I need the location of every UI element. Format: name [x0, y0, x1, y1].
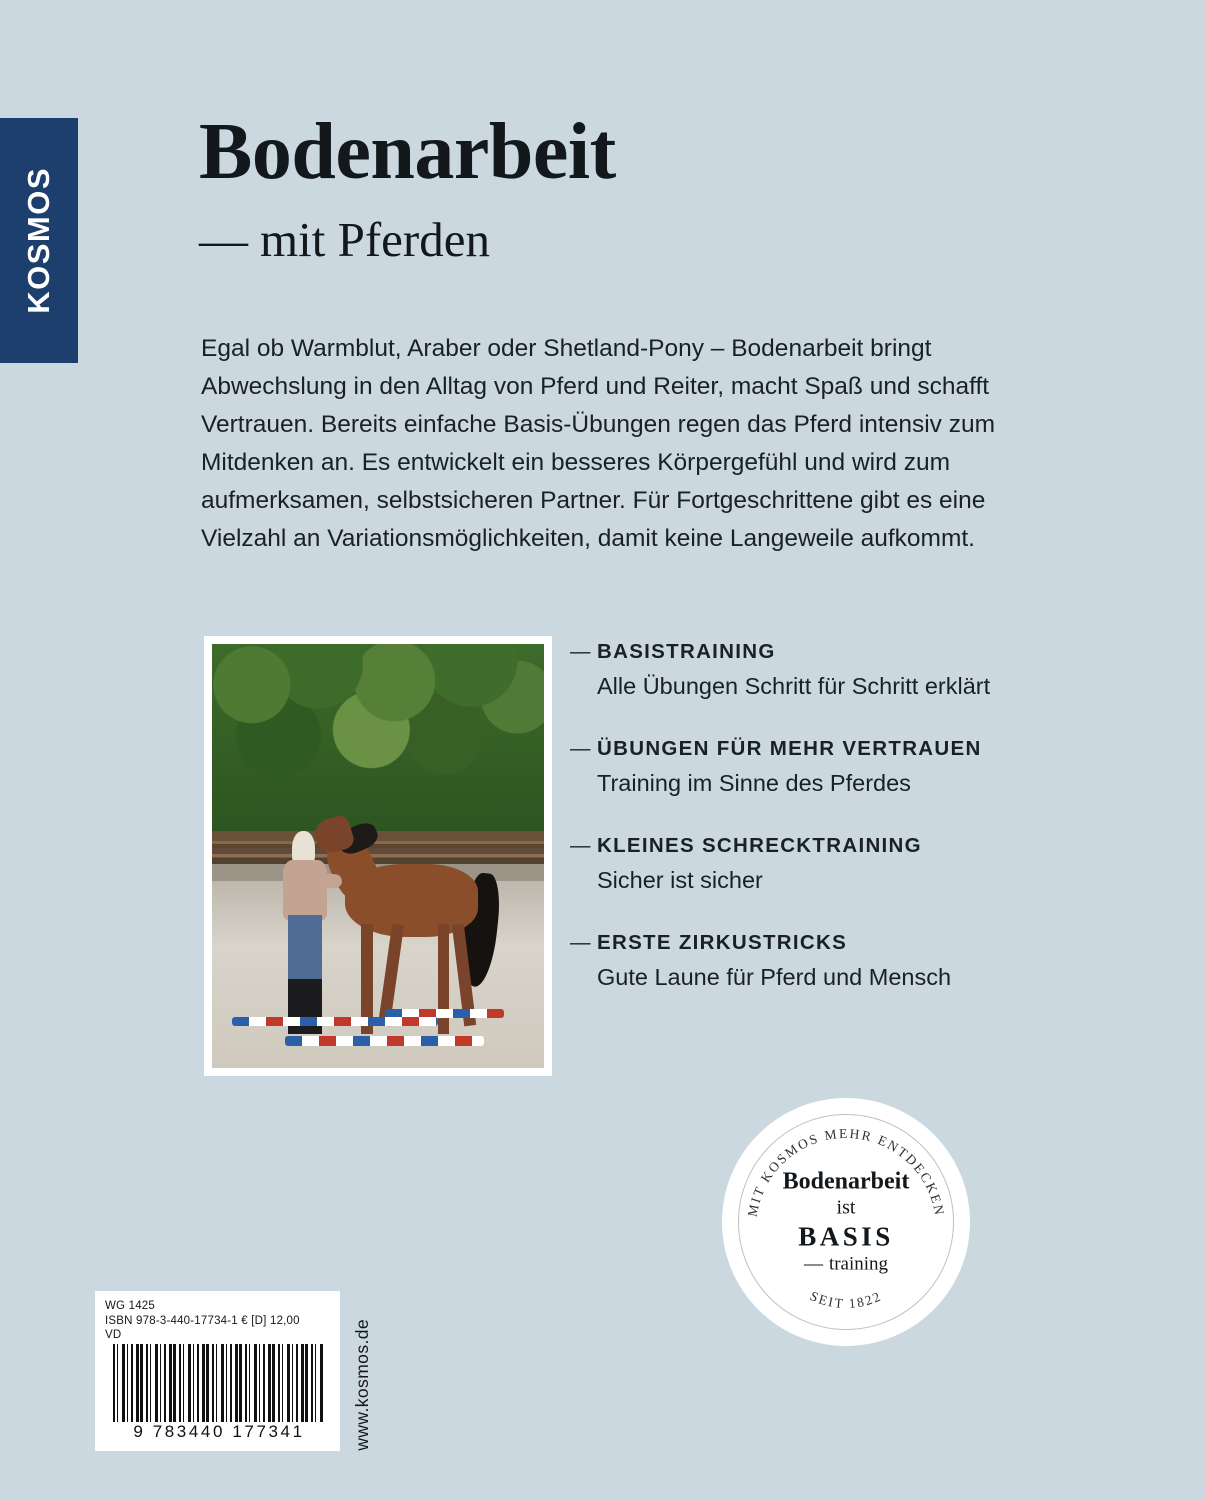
feature-heading [570, 830, 1027, 861]
cover-photo [212, 644, 544, 1068]
photo-trees [212, 644, 544, 848]
barcode-block [95, 1291, 340, 1451]
seal-line-2: ist [836, 1196, 856, 1219]
feature-dash: — [570, 737, 591, 760]
subtitle-text: mit Pferden [260, 212, 490, 267]
publisher-logo [0, 118, 78, 363]
photo-ground-pole [232, 1017, 438, 1026]
feature-heading [570, 636, 1027, 667]
feature-list [570, 636, 1027, 1024]
barcode-wg: WG 1425 [105, 1300, 155, 1312]
feature-dash: — [570, 834, 591, 857]
feature-heading-text: ERSTE ZIRKUSTRICKS [597, 931, 848, 954]
seal-arc-bottom-text: SEIT 1822 [807, 1288, 885, 1312]
seal-line-4-text: training [828, 1253, 889, 1275]
seal-arc-top-text: MIT KOSMOS MEHR ENTDECKEN [744, 1125, 948, 1218]
publisher-website [352, 1291, 373, 1451]
barcode-isbn-price: ISBN 978-3-440-17734-1 € [D] 12,00 [105, 1314, 300, 1327]
seal-center-text [722, 1168, 970, 1277]
feature-dash: — [570, 640, 591, 663]
feature-dash: — [570, 931, 591, 954]
photo-ground-pole [285, 1036, 484, 1045]
barcode-vd: VD [105, 1329, 122, 1341]
seal-line-4 [722, 1253, 970, 1277]
seal-line-4-dash: — [803, 1253, 823, 1275]
list-item [570, 733, 1027, 800]
list-item [570, 830, 1027, 897]
cover-photo-frame [204, 636, 552, 1076]
barcode-digits: 9 783440 177341 [133, 1422, 305, 1441]
subtitle-dash: — [199, 212, 246, 267]
page-title: Bodenarbeit [199, 108, 616, 196]
blurb-text: Egal ob Warmblut, Araber oder Shetland-Pony – Bodenarbeit bringt Abwechslung in den Alltag von Pferd und Reiter, macht Spaß und schafft Vertrauen. Bereits einfache Basis-Übungen regen das Pferd intensiv zum Mitdenken an. Es entwickelt ein besseres Körpergefühl und wird zum aufmerksamen, selbstsicheren Partner. Für Fortgeschrittene gibt es eine Vielzahl an Variationsmöglichkeiten, damit keine Langeweile aufkommt. [201, 335, 995, 552]
publisher-logo-text: KOSMOS [21, 167, 56, 314]
feature-description: Alle Übungen Schritt für Schritt erklärt [597, 673, 991, 699]
seal-line-1: Bodenarbeit [782, 1168, 910, 1195]
feature-heading-text: ÜBUNGEN FÜR MEHR VERTRAUEN [597, 737, 982, 760]
list-item [570, 636, 1027, 703]
page-subtitle [199, 212, 490, 267]
seal-line-3: BASIS [798, 1221, 894, 1252]
promotional-seal [722, 1098, 970, 1346]
feature-description: Sicher ist sicher [597, 867, 763, 893]
feature-heading [570, 927, 1027, 958]
feature-heading-text: KLEINES SCHRECKTRAINING [597, 834, 922, 857]
barcode-bars [113, 1344, 325, 1422]
list-item [570, 927, 1027, 994]
photo-fence [212, 831, 544, 869]
photo-person-jeans [288, 915, 321, 983]
feature-heading [570, 733, 1027, 764]
photo-person-torso [283, 860, 326, 919]
feature-description: Training im Sinne des Pferdes [597, 770, 911, 796]
publisher-website-text: www.kosmos.de [352, 1319, 372, 1451]
feature-description: Gute Laune für Pferd und Mensch [597, 964, 952, 990]
feature-heading-text: BASISTRAINING [597, 640, 776, 663]
